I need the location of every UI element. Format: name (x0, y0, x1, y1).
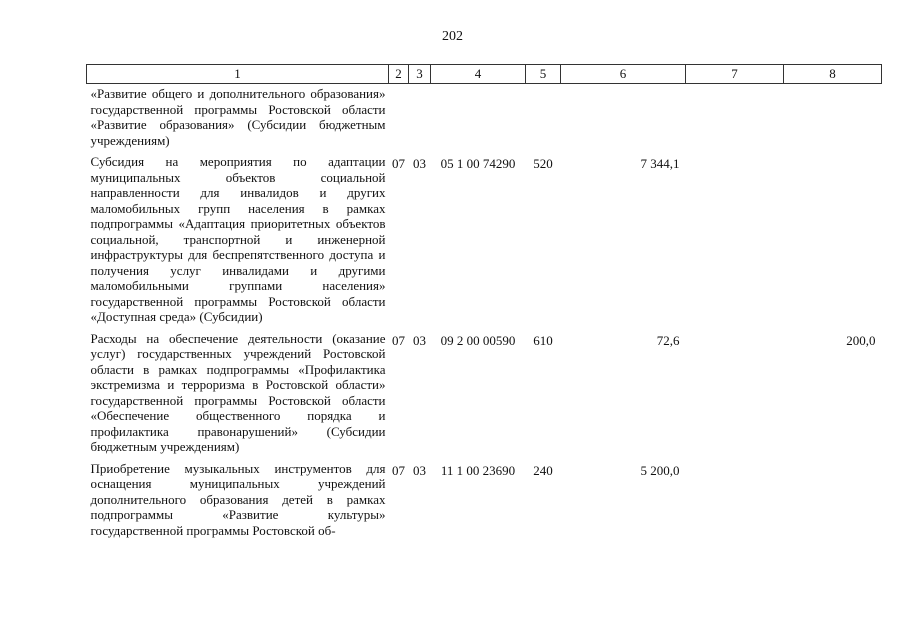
cell-amount-6: 7 344,1 (640, 156, 680, 171)
column-header-8: 8 (784, 65, 882, 84)
cell-expense-type (526, 84, 561, 155)
cell-target-article (431, 84, 526, 155)
table-row (87, 461, 882, 545)
cell-amount-8 (784, 461, 882, 545)
cell-amount-7 (686, 331, 784, 461)
cell-target-article: 11 1 00 23690 (440, 462, 516, 478)
cell-amount-7 (686, 461, 784, 545)
cell-amount-6: 72,6 (656, 332, 680, 348)
column-header-5: 5 (526, 65, 561, 84)
cell-amount-8 (784, 154, 882, 331)
table-header-row (87, 65, 882, 84)
cell-expense-type: 520 (533, 156, 553, 171)
page-number: 202 (442, 29, 463, 44)
cell-target-article: 09 2 00 00590 (440, 332, 516, 348)
cell-subsection: 03 (413, 156, 426, 171)
cell-expense-type: 240 (533, 462, 553, 478)
cell-amount-6 (561, 84, 686, 155)
table-row (87, 154, 882, 331)
cell-subsection: 03 (413, 462, 426, 478)
table-row (87, 84, 882, 155)
row-description: Расходы на обеспечение деятельности (оказание услуг) государственных учреждений Ростовской области в рамках подпрограммы «Профилактика экстремизма и терроризма в Ростовской области» государственной программы Ростовской области «Обеспечение общественного порядка и профилактика правонарушений» (Субсидии бюджетным учреждениям) (90, 330, 386, 454)
cell-amount-8: 200,0 (846, 332, 876, 348)
cell-section: 07 (392, 462, 405, 478)
cell-amount-6: 5 200,0 (640, 462, 680, 478)
cell-amount-8 (784, 84, 882, 155)
cell-expense-type: 610 (533, 332, 553, 348)
cell-subsection: 03 (413, 332, 426, 348)
budget-table (86, 64, 882, 544)
cell-amount-7 (686, 84, 784, 155)
table-row (87, 331, 882, 461)
column-header-7: 7 (686, 65, 784, 84)
column-header-2: 2 (389, 65, 409, 84)
column-header-4: 4 (431, 65, 526, 84)
cell-section: 07 (392, 332, 405, 348)
cell-amount-7 (686, 154, 784, 331)
column-header-3: 3 (409, 65, 431, 84)
cell-section (389, 84, 409, 155)
cell-target-article: 05 1 00 74290 (440, 156, 516, 171)
row-description: Субсидия на мероприятия по адаптации муниципальных объектов социальной направленности для инвалидов и других маломобильных групп населения в рамках подпрограммы «Адаптация приоритетных объектов социальной, транспортной и инженерной инфраструктуры для беспрепятственного доступа и получения услуг инвалидами и другими маломобильными группами населения» государственной программы Ростовской области «Доступная среда» (Субсидии) (90, 154, 386, 324)
column-header-1: 1 (87, 65, 389, 84)
column-header-6: 6 (561, 65, 686, 84)
cell-section: 07 (392, 156, 405, 171)
cell-subsection (409, 84, 431, 155)
row-description: «Развитие общего и дополнительного образования» государственной программы Ростовской области «Развитие образования» (Субсидии бюджетным учреждениям) (90, 86, 386, 148)
row-description: Приобретение музыкальных инструментов для оснащения муниципальных учреждений дополнительного образования детей в рамках подпрограммы «Развитие культуры» государственной программы Ростовской об- (90, 460, 386, 538)
